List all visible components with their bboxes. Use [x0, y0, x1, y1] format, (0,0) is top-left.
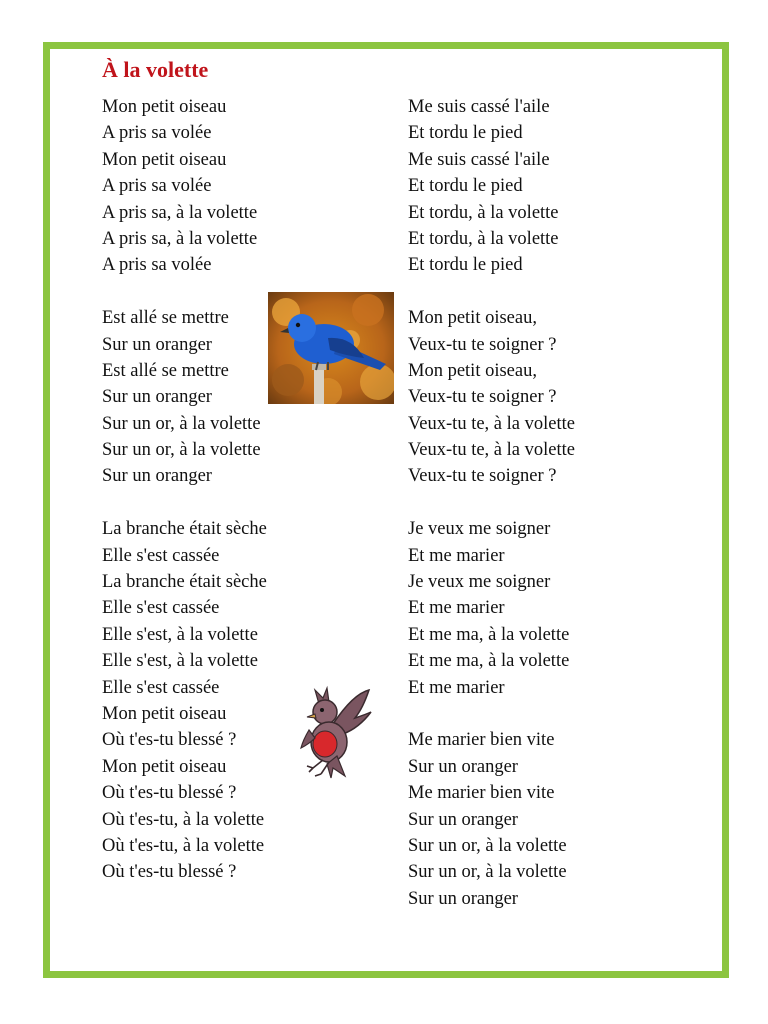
verse-line: Sur un oranger: [408, 756, 518, 777]
verse-line: Et me marier: [408, 598, 505, 619]
verse-line: Où t'es-tu, à la volette: [102, 835, 265, 856]
verse-line: Mon petit oiseau: [102, 149, 227, 170]
verse-line: Est allé se mettre: [102, 360, 229, 381]
verse-line: Veux-tu te soigner ?: [408, 466, 557, 487]
verse-line: Est allé se mettre: [102, 308, 229, 329]
verse-line: Et tordu, à la volette: [408, 202, 559, 223]
verse-line: Mon petit oiseau: [102, 97, 227, 117]
verse-line: Mon petit oiseau,: [408, 360, 537, 381]
verse-line: Sur un or, à la volette: [102, 413, 261, 434]
verse-line: A pris sa, à la volette: [102, 202, 258, 223]
blue-bird-image: [268, 292, 394, 404]
verse-line: A pris sa, à la volette: [102, 228, 258, 249]
verse-line: Et me marier: [408, 545, 505, 566]
verse-line: Sur un or, à la volette: [408, 835, 567, 856]
verse-line: Et tordu le pied: [408, 255, 523, 276]
stanza-gap: [408, 701, 708, 727]
verse-line: La branche était sèche: [102, 519, 267, 540]
verse-line: Où t'es-tu blessé ?: [102, 783, 237, 804]
verse-line: Où t'es-tu blessé ?: [102, 730, 237, 751]
verse-line: Veux-tu te, à la volette: [408, 440, 575, 461]
verse-line: Elle s'est cassée: [102, 545, 220, 566]
verse-line: Et me ma, à la volette: [408, 651, 570, 672]
verse-line: Et me ma, à la volette: [408, 624, 570, 645]
verse-line: Elle s'est, à la volette: [102, 624, 258, 645]
verse-line: Elle s'est cassée: [102, 677, 220, 698]
verse-line: Et tordu le pied: [408, 176, 523, 197]
verse-line: Me suis cassé l'aile: [408, 97, 550, 117]
verse-line: A pris sa volée: [102, 123, 212, 144]
verse-line: Sur un oranger: [408, 809, 518, 830]
verse-line: Où t'es-tu, à la volette: [102, 809, 265, 830]
cartoon-robin-image: [293, 684, 373, 784]
verse-line: Sur un oranger: [102, 466, 212, 487]
verse-line: Je veux me soigner: [408, 572, 551, 593]
cartoon-robin: [293, 684, 373, 784]
verse-line: Et me marier: [408, 677, 505, 698]
verse-line: Mon petit oiseau: [102, 756, 227, 777]
stanza-gap: [408, 279, 708, 305]
verse-line: Me marier bien vite: [408, 730, 555, 751]
right-column: [408, 94, 708, 912]
verse-line: Sur un or, à la volette: [102, 440, 261, 461]
poem-title: À la volette: [102, 57, 209, 82]
verse-line: Sur un oranger: [102, 334, 212, 355]
verse-line: Où t'es-tu blessé ?: [102, 862, 237, 883]
verse-line: Sur un oranger: [102, 387, 212, 408]
verse-line: Elle s'est, à la volette: [102, 651, 258, 672]
verse-line: Veux-tu te soigner ?: [408, 334, 557, 355]
verse-line: Et tordu le pied: [408, 123, 523, 144]
verse-line: Mon petit oiseau: [102, 703, 227, 724]
verse-line: Sur un or, à la volette: [408, 862, 567, 883]
verse-line: Sur un oranger: [408, 888, 518, 909]
verse-line: Mon petit oiseau,: [408, 308, 537, 329]
verse-line: A pris sa volée: [102, 176, 212, 197]
verse-line: Veux-tu te soigner ?: [408, 387, 557, 408]
verse-line: La branche était sèche: [102, 572, 267, 593]
verse-line: Me suis cassé l'aile: [408, 149, 550, 170]
verse-line: Veux-tu te, à la volette: [408, 413, 575, 434]
blue-bird-photo: [268, 292, 394, 404]
verse-line: Je veux me soigner: [408, 519, 551, 540]
verse-line: Et tordu, à la volette: [408, 228, 559, 249]
verse-line: Elle s'est cassée: [102, 598, 220, 619]
stanza-gap: [408, 490, 708, 516]
stanza-gap: [102, 490, 402, 516]
verse-line: Me marier bien vite: [408, 783, 555, 804]
verse-line: A pris sa volée: [102, 255, 212, 276]
